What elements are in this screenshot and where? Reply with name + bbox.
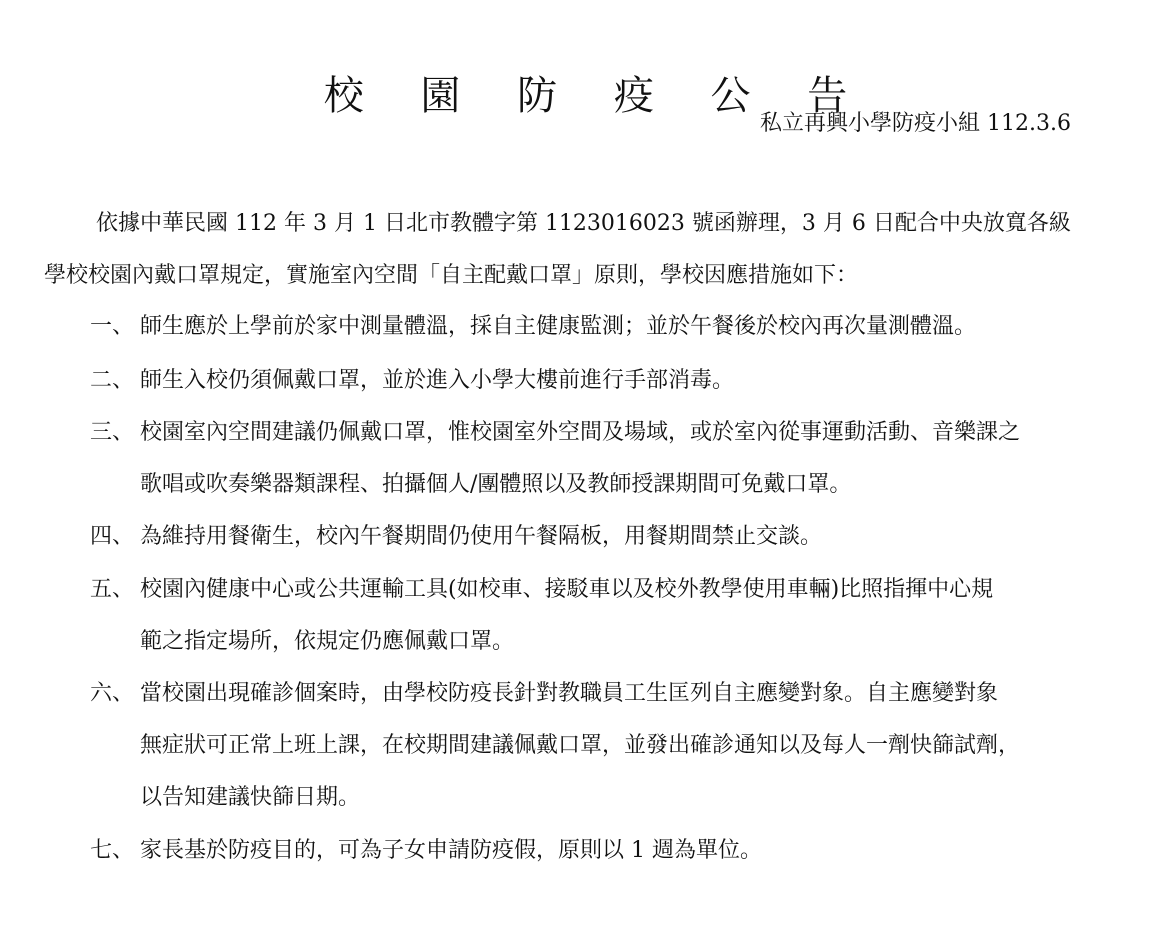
item-text: 當校園出現確診個案時，由學校防疫長針對教職員工生匡列自主應變對象。自主應變對象 無症狀可正常上班上課，在校期間建議佩戴口罩，並發出確診通知以及每人一劑快篩試劑， 以告知建議快篩日期。 <box>140 681 1021 810</box>
measure-item-2 <box>90 355 1125 407</box>
item-text: 為維持用餐衛生，校內午餐期間仍使用午餐隔板，用餐期間禁止交談。 <box>140 524 823 549</box>
item-text: 師生入校仍須佩戴口罩，並於進入小學大樓前進行手部消毒。 <box>140 368 735 393</box>
item-number: 六、 <box>90 681 135 706</box>
item-number: 七、 <box>90 838 135 863</box>
item-number: 三、 <box>90 420 135 445</box>
intro-line-2: 學校校園內戴口罩規定，實施室內空間「自主配戴口罩」原則，學校因應措施如下： <box>44 263 859 288</box>
intro-line-1: 依據中華民國 112 年 3 月 1 日北市教體字第 1123016023 號函辦理，3 月 6 日配合中央放寬各級 <box>96 211 1071 236</box>
item-text: 校園室內空間建議仍佩戴口罩，惟校園室外空間及場域，或於室內從事運動活動、音樂課之 歌唱或吹奏樂器類課程、拍攝個人/團體照以及教師授課期間可免戴口罩。 <box>140 420 1021 497</box>
issuer-and-date: 私立再興小學防疫小組 112.3.6 <box>760 111 1071 136</box>
measure-item-6 <box>90 668 1125 824</box>
measure-item-7 <box>90 825 1125 877</box>
item-number: 四、 <box>90 524 135 549</box>
item-text: 家長基於防疫目的，可為子女申請防疫假，原則以 1 週為單位。 <box>140 838 762 863</box>
item-text: 校園內健康中心或公共運輸工具(如校車、接駁車以及校外教學使用車輛)比照指揮中心規 範之指定場所，依規定仍應佩戴口罩。 <box>140 577 994 654</box>
measure-item-5 <box>90 564 1125 668</box>
measure-item-3 <box>90 407 1125 511</box>
item-text: 師生應於上學前於家中測量體溫，採自主健康監測；並於午餐後於校內再次量測體溫。 <box>140 314 977 339</box>
item-number: 二、 <box>90 368 135 393</box>
announcement-title: 校 園 防 疫 公 告 <box>323 72 870 119</box>
measure-item-1 <box>90 301 1125 353</box>
item-number: 一、 <box>90 314 135 339</box>
measure-item-4 <box>90 511 1125 563</box>
item-number: 五、 <box>90 577 135 602</box>
